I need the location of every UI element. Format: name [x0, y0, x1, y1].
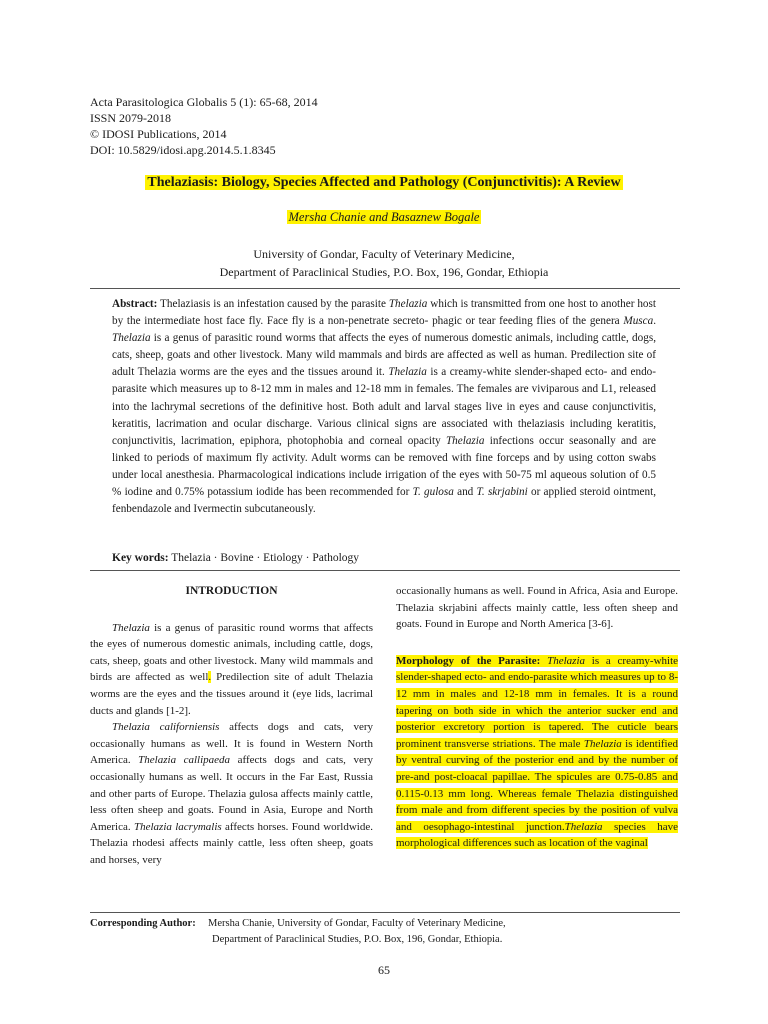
morphology-taxon: Thelazia — [583, 737, 622, 750]
abstract-taxon: Thelazia — [112, 332, 151, 345]
abstract-text: infections occur seasonally and are linked to periods of maximum fly activity. Adult worms can be removed with fine forceps and by using cotton swabs under local anesthesia. Pharmacological indications include irrigation of the eyes with 50-75 ml aqueous solution of 0.5 % iodine and 0.75% potassium iodide has been recommended for — [112, 434, 657, 499]
keywords-label: Key words: — [112, 552, 169, 564]
morphology-heading: Morphology of the Parasite: — [396, 654, 541, 667]
abstract-taxon: T. gulosa — [412, 486, 454, 499]
issn: ISSN 2079-2018 — [90, 111, 172, 125]
morphology-taxon: Thelazia — [564, 820, 603, 833]
keywords-list: Thelazia · Bovine · Etiology · Pathology — [171, 552, 360, 564]
corresponding-line-1: Mersha Chanie, University of Gondar, Faculty of Veterinary Medicine, — [208, 918, 506, 929]
morphology-text: is identified by ventral curving of the posterior end and by the number of pre-and post-cloacal papillae. The spicules are 0.75-0.85 and 0.115-0.13 mm long. Whereas female Thelazia distinguished from male and from different species by the position of vulva and oesophago-intestinal junction. — [396, 737, 678, 833]
intro-text: Predilection site of adult Thelazia worms are the eyes and the tissues around it (eye lids, lacrimal ducts and glands [1-2]. — [90, 671, 374, 717]
intro-text: is a genus of parasitic round worms that affects the eyes of numerous domestic animals, including cattle, dogs, cats, sheep, goats and other livestock. Many wild mammals and birds are affected as well — [90, 621, 373, 684]
abstract-text: Thelaziasis is an infestation caused by the parasite — [157, 298, 389, 310]
journal-meta — [90, 94, 318, 158]
morphology-paragraph — [396, 653, 678, 852]
right-column — [396, 583, 678, 852]
abstract-taxon: T. skrjabini — [476, 486, 528, 499]
affiliation — [0, 245, 768, 281]
keywords-divider — [90, 570, 680, 571]
morphology-text: is a creamy-white slender-shaped ecto- and endo-parasite which measures up to 8-12 mm in males and 12-18 mm in females. It is a round tapering on both side in which the anterior sucker end and posterior excretory portion is tapered. The cuticle bears prominent transverse striations. The male — [396, 654, 679, 750]
journal-citation: Acta Parasitologica Globalis 5 (1): 65-68, 2014 — [90, 95, 318, 109]
abstract-taxon: Thelazia — [388, 366, 427, 379]
intro-text: affects dogs and cats, very occasionally humans as well. It is found in Western North America. — [90, 721, 374, 767]
page-number: 65 — [378, 963, 390, 977]
abstract-text: and — [453, 486, 477, 499]
abstract-text: is a genus of parasitic round worms that affects the eyes of numerous domestic animals, including cattle, dogs, cats, sheep, goats and other livestock. Many wild mammals and birds are affected as well as human. Predilection site of adult Thelazia worms are the eyes and the tissues around it. — [112, 332, 656, 379]
intro-highlight: . — [208, 671, 212, 684]
abstract-taxon: Musca — [623, 315, 654, 328]
intro-text: affects dogs and cats, very occasionally humans as well. It occurs in the Far East, Russia and other parts of Europe. Thelazia gulosa affects mainly cattle, less often sheep and goats. Found in Asia, Europe and North America. — [90, 754, 374, 833]
authors-text: Mersha Chanie and Basaznew Bogale — [288, 210, 480, 224]
right-paragraph-1: occasionally humans as well. Found in Africa, Asia and Europe. Thelazia skrjabini affects mainly cattle, less often sheep and goats. Found in Europe and North America [3-6]. — [396, 585, 678, 631]
intro-paragraph-1 — [90, 620, 373, 720]
abstract-text: or applied steroid ointment, fenbendazole and Ivermectin subcutaneously. — [112, 486, 656, 516]
abstract-label: Abstract: — [112, 298, 158, 310]
abstract-text: . — [653, 315, 656, 328]
intro-taxon: Thelazia — [112, 621, 150, 634]
corresponding-author — [90, 916, 690, 948]
intro-taxon: Thelazia callipaeda — [138, 754, 231, 767]
intro-text: affects horses. Found worldwide. Thelazia rhodesi affects mainly cattle, less often sheep, goats and horses, very — [90, 820, 373, 866]
abstract — [112, 296, 656, 518]
abstract-taxon: Thelazia — [388, 298, 428, 310]
top-divider — [90, 288, 680, 289]
intro-taxon: Thelazia lacrymalis — [133, 820, 222, 833]
article-title — [0, 174, 768, 192]
morphology-highlight — [396, 655, 678, 850]
corresponding-label: Corresponding Author: — [90, 918, 196, 929]
keywords — [112, 550, 656, 566]
introduction-heading: INTRODUCTION — [185, 585, 278, 597]
author-list — [0, 209, 768, 225]
left-column — [90, 583, 373, 869]
footnote-divider — [90, 912, 680, 913]
corresponding-line-2: Department of Paraclinical Studies, P.O. Box, 196, Gondar, Ethiopia. — [212, 934, 503, 945]
intro-taxon: Thelazia californiensis — [112, 721, 220, 734]
affiliation-line-1: University of Gondar, Faculty of Veterinary Medicine, — [253, 247, 515, 261]
abstract-taxon: Thelazia — [445, 434, 485, 447]
abstract-text: is a creamy-white slender-shaped ecto- and endo-parasite which measures up to 8-12 mm in males and 12-18 mm in females. The females are viviparous and L1, released into the lachrymal secretions of the definitive host. Both adult and larval stages live in eyes and cause conjunctivitis, keratitis, lacrimation and ocular discharge. Various clinical signs are associated with thelaziasis including keratitis, conjunctivitis, lacrimation, epiphora, photophobia and corneal opacity — [112, 366, 656, 447]
morphology-text: species have morphological differences such as location of the vaginal — [396, 820, 678, 850]
abstract-text: which is transmitted from one host to another host by the intermediate host face fly. Face fly is a non-penetrate secreto- phagic or tear feeding flies of the genera — [112, 298, 656, 328]
doi: DOI: 10.5829/idosi.apg.2014.5.1.8345 — [90, 143, 276, 157]
intro-paragraph-2 — [90, 719, 373, 868]
affiliation-line-2: Department of Paraclinical Studies, P.O. Box, 196, Gondar, Ethiopia — [219, 265, 549, 279]
copyright: © IDOSI Publications, 2014 — [90, 127, 227, 141]
title-text: Thelaziasis: Biology, Species Affected and Pathology (Conjunctivitis): A Review — [147, 175, 621, 190]
morphology-taxon: Thelazia — [547, 654, 586, 667]
